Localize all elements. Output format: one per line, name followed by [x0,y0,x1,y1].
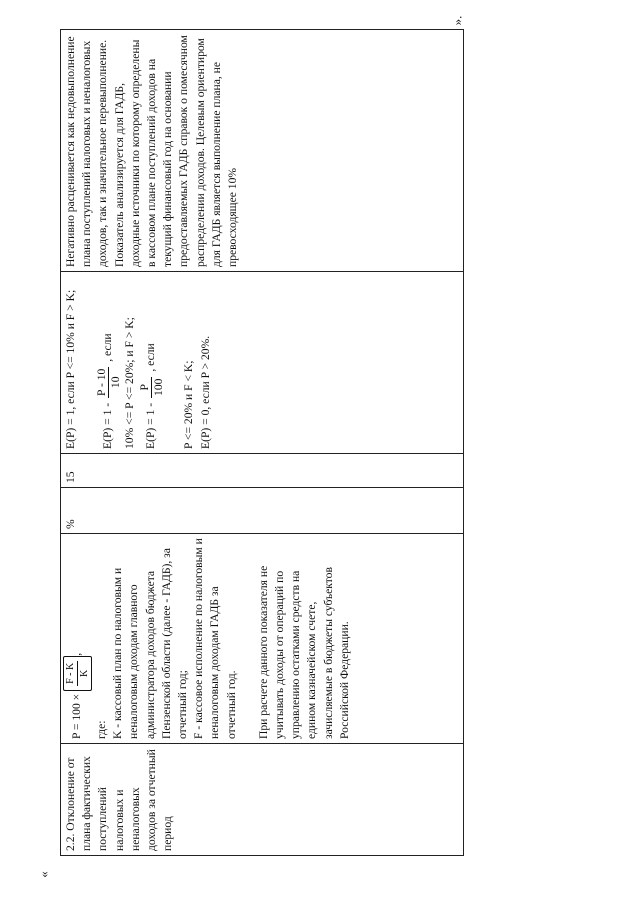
weight-value: 15 [64,471,77,483]
evaluation-fraction-1-numerator: P - 10 [95,368,109,396]
formula [63,538,92,739]
evaluation-line-2-suffix: , если [101,333,115,362]
evaluation-line-5: P <= 20% и F < K; [182,360,196,449]
evaluation-line-6: E(P) = 0, если P > 20%. [198,335,212,449]
formula-fraction [64,661,91,686]
formula-f-definition: F - кассовое исполнение по налоговым и неналоговым доходам ГАДБ за отчетный год. [192,538,238,739]
formula-bracket [63,656,92,691]
rotated-table-wrapper [60,30,464,856]
evaluation-fraction-2 [138,377,165,398]
closing-quote: ». [449,15,465,26]
formula-denominator: K [79,669,90,677]
opening-quote: « [35,871,51,878]
comment-cell [61,30,464,272]
formula-tail: , [70,652,84,656]
formula-where: где: [95,720,108,739]
table-row [61,30,464,856]
formula-numerator: F - K [65,662,76,684]
formula-cell [61,534,464,744]
comment-text: Негативно расценивается как недовыполнение плана поступлений налоговых и неналоговых доходов, так и значительное перевыполнение. Показатель анализируется для ГАДБ, доходные источники по которому определены в кассовом плане поступлений доходов на текущий финансовый год на основании предоставляемых ГАДБ справок о помесячном распределении доходов. Целевым ориентиром для ГАДБ является выполнение плана, не превосходящее 10% [64,35,240,267]
evaluation-fraction-2-numerator: P [138,377,152,398]
unit-cell [61,488,464,534]
evaluation-line-1: E(P) = 1, если P <= 10% и F > K; [64,289,77,449]
indicator-table [60,29,464,856]
evaluation-cell [61,272,464,454]
evaluation-line-4-prefix: E(P) = 1 - [144,402,158,449]
formula-note: При расчете данного показателя не учитывать доходы от операций по управлению остатками средств на едином казначейском счете, зачисляемые в бюджеты субъектов Российской Федерации. [256,565,351,739]
weight-cell [61,454,464,488]
evaluation-line-3: 10% <= P <= 20%; и F > K; [123,317,137,449]
formula-lhs: P = 100 × [70,693,84,739]
evaluation-fraction-1 [95,367,122,398]
evaluation-fraction-1-denominator: 10 [109,376,123,389]
formula-k-definition: K - кассовый план по налоговым и неналоговым доходам главного администратора доходов бюджета Пензенской области (далее - ГАДБ), за отчетный год; [111,548,190,739]
evaluation-line-4 [138,276,165,449]
indicator-name: 2.2. Отклонение от плана фактических поступлений налоговых и неналоговых доходов за отчетный период [64,749,175,851]
evaluation-line-4-suffix: , если [144,343,158,372]
indicator-name-cell [61,744,464,856]
evaluation-line-2-prefix: E(P) = 1 - [101,402,115,449]
unit-value: % [64,519,77,529]
evaluation-line-2 [95,276,122,449]
evaluation-fraction-2-denominator: 100 [152,378,166,396]
